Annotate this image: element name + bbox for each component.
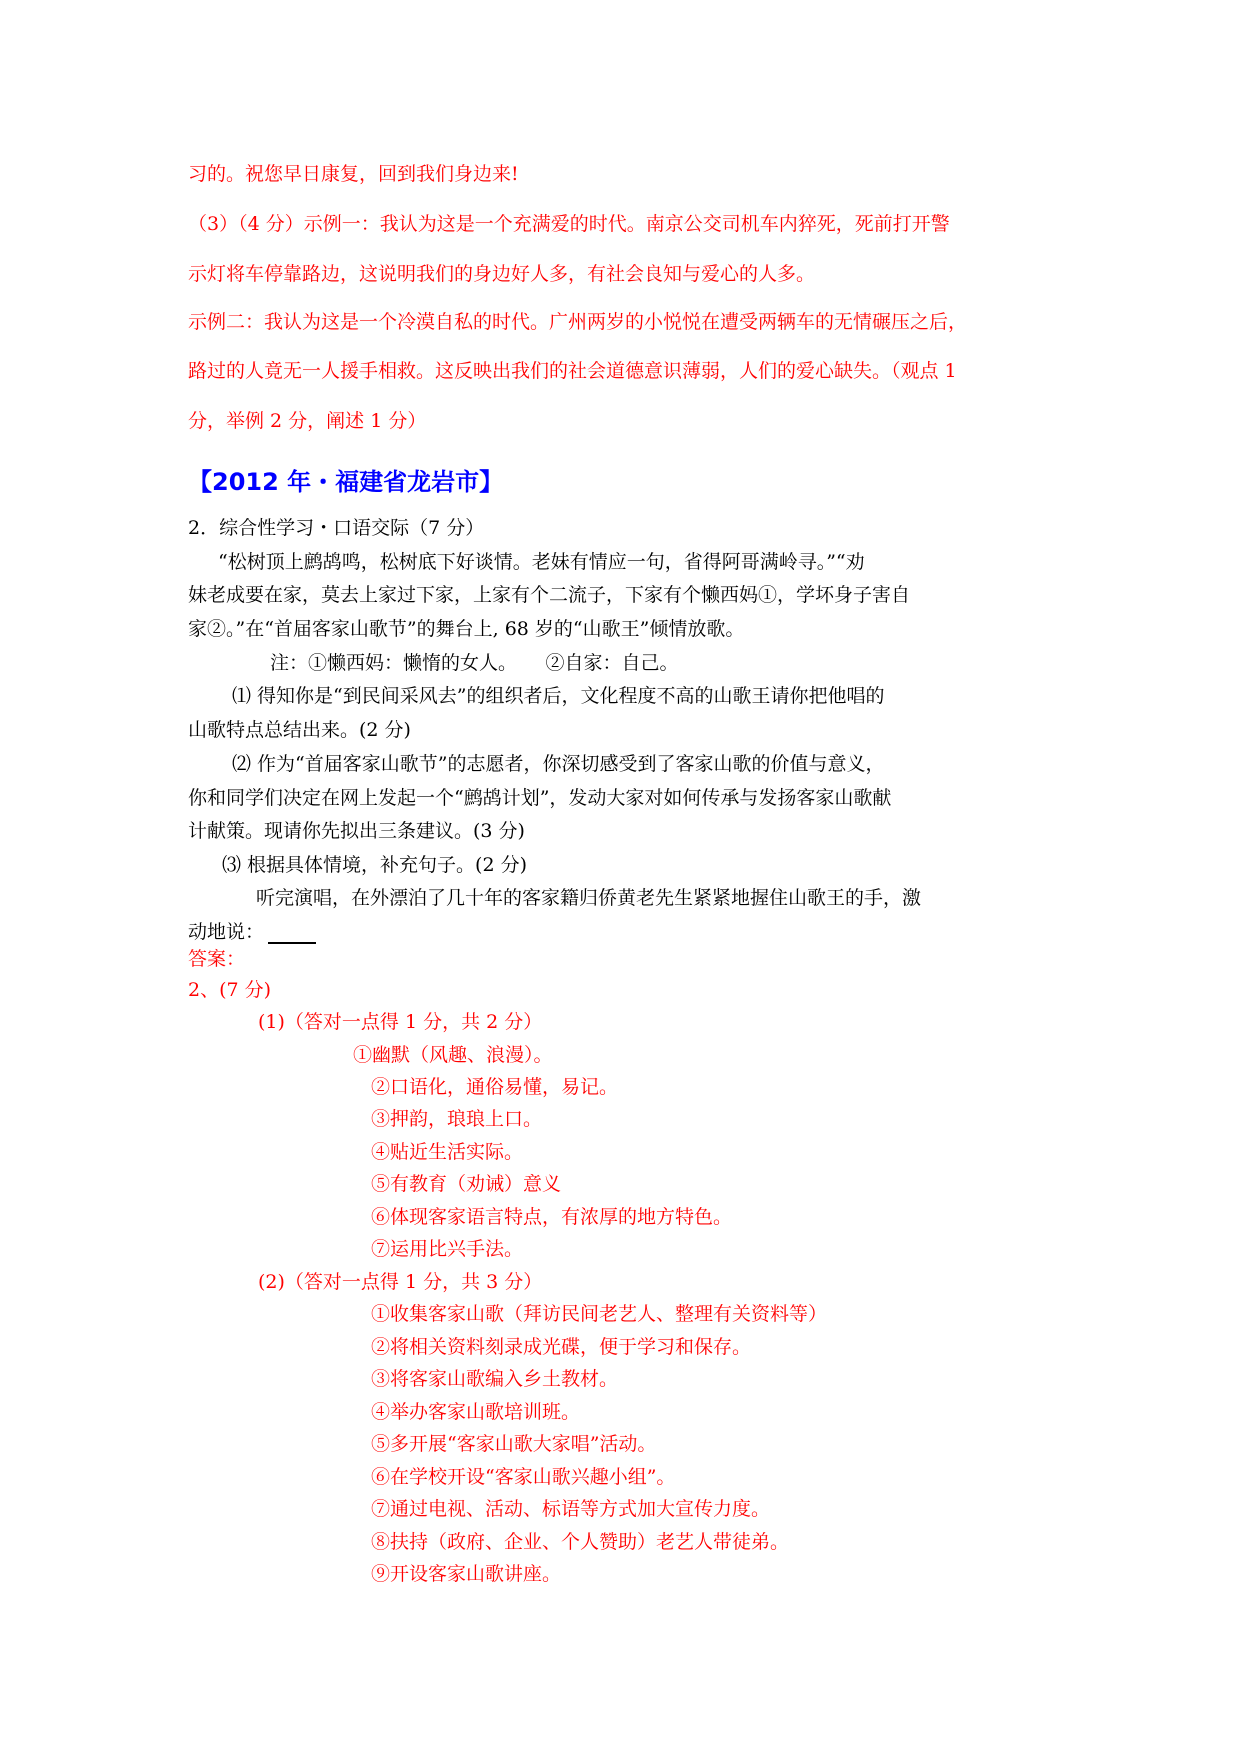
answer-line: （3）（4 分）示例一：我认为这是一个充满爱的时代。南京公交司机车内猝死，死前打开警 bbox=[188, 213, 950, 235]
answer-item: ⑨开设客家山歌讲座。 bbox=[371, 1563, 562, 1585]
answer-item: ⑤多开展“客家山歌大家唱”活动。 bbox=[371, 1433, 657, 1455]
answer-item: ⑥在学校开设“客家山歌兴趣小组”。 bbox=[371, 1466, 676, 1488]
note-line: 注：①懒西妈：懒惰的女人。 ②自家：自己。 bbox=[270, 652, 679, 674]
answer-label: 答案： bbox=[188, 948, 246, 970]
answer-item: ⑦运用比兴手法。 bbox=[371, 1238, 524, 1260]
answer-item: ①幽默（风趣、浪漫）。 bbox=[353, 1044, 553, 1066]
question-item: ⑴ 得知你是“到民间采风去”的组织者后，文化程度不高的山歌王请你把他唱的 bbox=[232, 685, 885, 707]
answer-item: ③押韵，琅琅上口。 bbox=[371, 1108, 543, 1130]
question-item bbox=[188, 920, 316, 944]
answer-item: ②口语化，通俗易懂，易记。 bbox=[371, 1076, 619, 1098]
answer-item: ⑤有教育（劝诫）意义 bbox=[371, 1173, 562, 1195]
answer-part2-head: (2)（答对一点得 1 分，共 3 分） bbox=[258, 1271, 543, 1293]
question-item: ⑶ 根据具体情境，补充句子。(2 分) bbox=[222, 854, 527, 876]
answer-item: ②将相关资料刻录成光碟，便于学习和保存。 bbox=[371, 1336, 752, 1358]
poem-line: 妹老成要在家，莫去上家过下家，上家有个二流子，下家有个懒西妈①，学坏身子害自 bbox=[188, 584, 911, 606]
answer-item: ④举办客家山歌培训班。 bbox=[371, 1401, 581, 1423]
answer-item: ④贴近生活实际。 bbox=[371, 1141, 524, 1163]
question-item-text: 动地说： bbox=[188, 921, 265, 943]
answer-total: 2、(7 分) bbox=[188, 979, 272, 1001]
answer-line: 习的。祝您早日康复，回到我们身边来! bbox=[188, 163, 519, 185]
question-item: 山歌特点总结出来。(2 分) bbox=[188, 719, 411, 741]
answer-item: ⑥体现客家语言特点，有浓厚的地方特色。 bbox=[371, 1206, 733, 1228]
question-item: 计献策。现请你先拟出三条建议。(3 分) bbox=[188, 820, 525, 842]
answer-item: ①收集客家山歌（拜访民间老艺人、整理有关资料等） bbox=[371, 1303, 828, 1325]
answer-line: 分，举例 2 分，阐述 1 分） bbox=[188, 410, 427, 432]
poem-line: 家②。”在“首届客家山歌节”的舞台上, 68 岁的“山歌王”倾情放歌。 bbox=[188, 618, 745, 640]
section-heading: 【2012 年・福建省龙岩市】 bbox=[188, 468, 504, 496]
answer-item: ⑦通过电视、活动、标语等方式加大宣传力度。 bbox=[371, 1498, 771, 1520]
answer-line: 示例二：我认为这是一个冷漠自私的时代。广州两岁的小悦悦在遭受两辆车的无情碾压之后， bbox=[188, 311, 968, 333]
question-title: 2．综合性学习・口语交际（7 分） bbox=[188, 517, 485, 539]
poem-line: “松树顶上鹧鸪鸣，松树底下好谈情。老妹有情应一句，省得阿哥满岭寻。”“劝 bbox=[218, 551, 865, 573]
answer-line: 路过的人竟无一人援手相救。这反映出我们的社会道德意识薄弱，人们的爱心缺失。（观点 1 bbox=[188, 360, 957, 382]
answer-item: ⑧扶持（政府、企业、个人赞助）老艺人带徒弟。 bbox=[371, 1531, 790, 1553]
answer-line: 示灯将车停靠路边，这说明我们的身边好人多，有社会良知与爱心的人多。 bbox=[188, 263, 816, 285]
answer-item: ③将客家山歌编入乡土教材。 bbox=[371, 1368, 619, 1390]
question-item: 听完演唱，在外漂泊了几十年的客家籍归侨黄老先生紧紧地握住山歌王的手，激 bbox=[256, 887, 922, 909]
question-item: ⑵ 作为“首届客家山歌节”的志愿者，你深切感受到了客家山歌的价值与意义， bbox=[232, 753, 885, 775]
answer-part1-head: (1)（答对一点得 1 分，共 2 分） bbox=[258, 1011, 543, 1033]
question-item: 你和同学们决定在网上发起一个“鹧鸪计划”，发动大家对如何传承与发扬客家山歌献 bbox=[188, 787, 892, 809]
answer-blank bbox=[268, 924, 316, 944]
